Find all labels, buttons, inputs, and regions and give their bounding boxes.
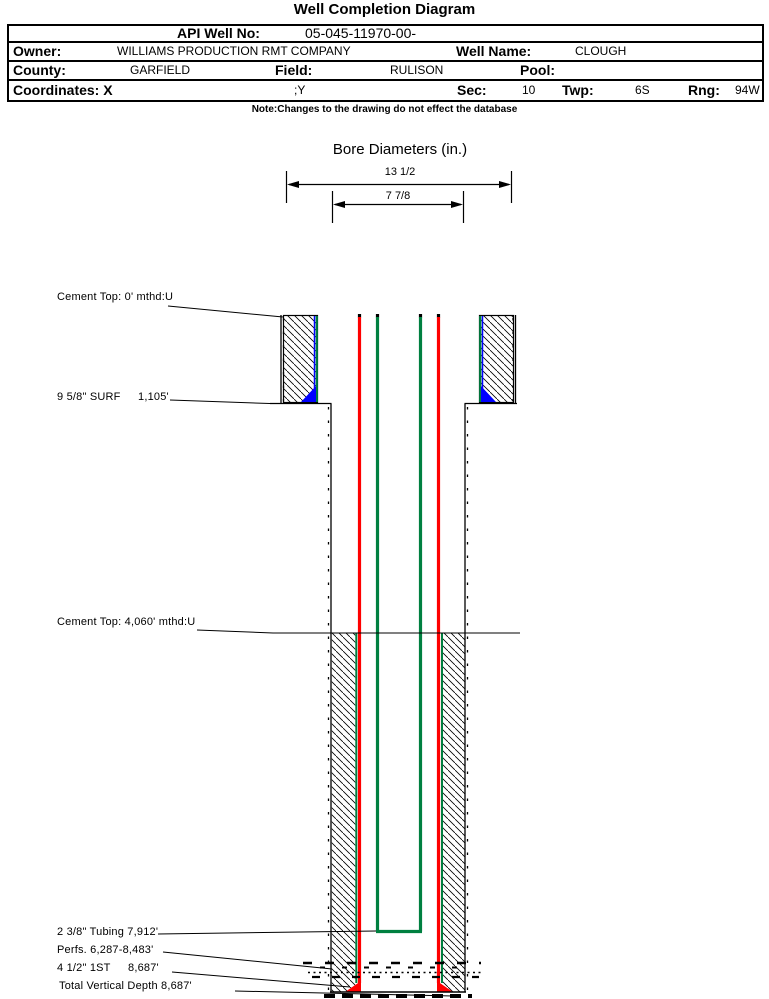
page-title: Well Completion Diagram bbox=[293, 1, 476, 18]
sec-value: 10 bbox=[522, 83, 536, 97]
perforations-label: Perfs. 6,287-8,483' bbox=[57, 944, 154, 956]
sec-label: Sec: bbox=[457, 82, 487, 98]
inner-dim-arrowhead-left bbox=[333, 201, 345, 208]
leader-production-casing bbox=[172, 972, 350, 987]
outer-dim-arrowhead-left bbox=[287, 181, 299, 188]
well-name-value: CLOUGH bbox=[575, 44, 627, 58]
owner-label: Owner: bbox=[13, 43, 62, 59]
cement-annulus-right bbox=[443, 633, 465, 992]
inner-bore-dimension bbox=[333, 191, 464, 223]
surface-casing-label: 9 5/8" SURF bbox=[57, 391, 121, 403]
surface-casing-left bbox=[284, 316, 318, 403]
cement-top-surface-label: Cement Top: 0' mthd:U bbox=[57, 291, 174, 303]
surface-casing-right bbox=[480, 316, 514, 403]
well-name-label: Well Name: bbox=[456, 43, 532, 59]
production-casing-depth: 8,687' bbox=[128, 962, 159, 974]
inner-bore-dimension-label: 7 7/8 bbox=[385, 190, 411, 202]
pool-label: Pool: bbox=[520, 62, 555, 78]
field-label: Field: bbox=[275, 62, 313, 78]
owner-value: WILLIAMS PRODUCTION RMT COMPANY bbox=[117, 44, 351, 58]
twp-value: 6S bbox=[635, 83, 650, 97]
county-value: GARFIELD bbox=[130, 63, 191, 77]
leader-surface-casing bbox=[170, 400, 270, 404]
coordinates-label: Coordinates: X bbox=[13, 82, 113, 98]
leader-perforations bbox=[163, 952, 332, 969]
outer-dim-arrowhead-right bbox=[499, 181, 511, 188]
twp-label: Twp: bbox=[562, 82, 594, 98]
database-note: Note:Changes to the drawing do not effect the database bbox=[251, 104, 518, 115]
outer-bore-dimension-label: 13 1/2 bbox=[384, 166, 416, 178]
rng-label: Rng: bbox=[688, 82, 720, 98]
coordinates-y-label: ;Y bbox=[294, 83, 306, 97]
tubing-label: 2 3/8" Tubing 7,912' bbox=[57, 926, 159, 938]
cement-top-production-label: Cement Top: 4,060' mthd:U bbox=[57, 616, 196, 628]
api-label: API Well No: bbox=[177, 25, 260, 41]
surface-casing-depth: 1,105' bbox=[138, 391, 169, 403]
production-casing-label: 4 1/2" 1ST bbox=[57, 962, 111, 974]
rng-value: 94W bbox=[735, 83, 760, 97]
inner-dim-arrowhead-right bbox=[451, 201, 463, 208]
total-depth-label: Total Vertical Depth 8,687' bbox=[59, 980, 192, 992]
api-value: 05-045-11970-00- bbox=[305, 25, 417, 41]
cement-annulus-left bbox=[332, 633, 356, 992]
outer-bore-dimension bbox=[287, 171, 512, 203]
leader-cement-top-surface bbox=[168, 306, 283, 317]
bore-diameters-title: Bore Diameters (in.) bbox=[332, 141, 468, 158]
county-label: County: bbox=[13, 62, 66, 78]
field-value: RULISON bbox=[390, 63, 444, 77]
